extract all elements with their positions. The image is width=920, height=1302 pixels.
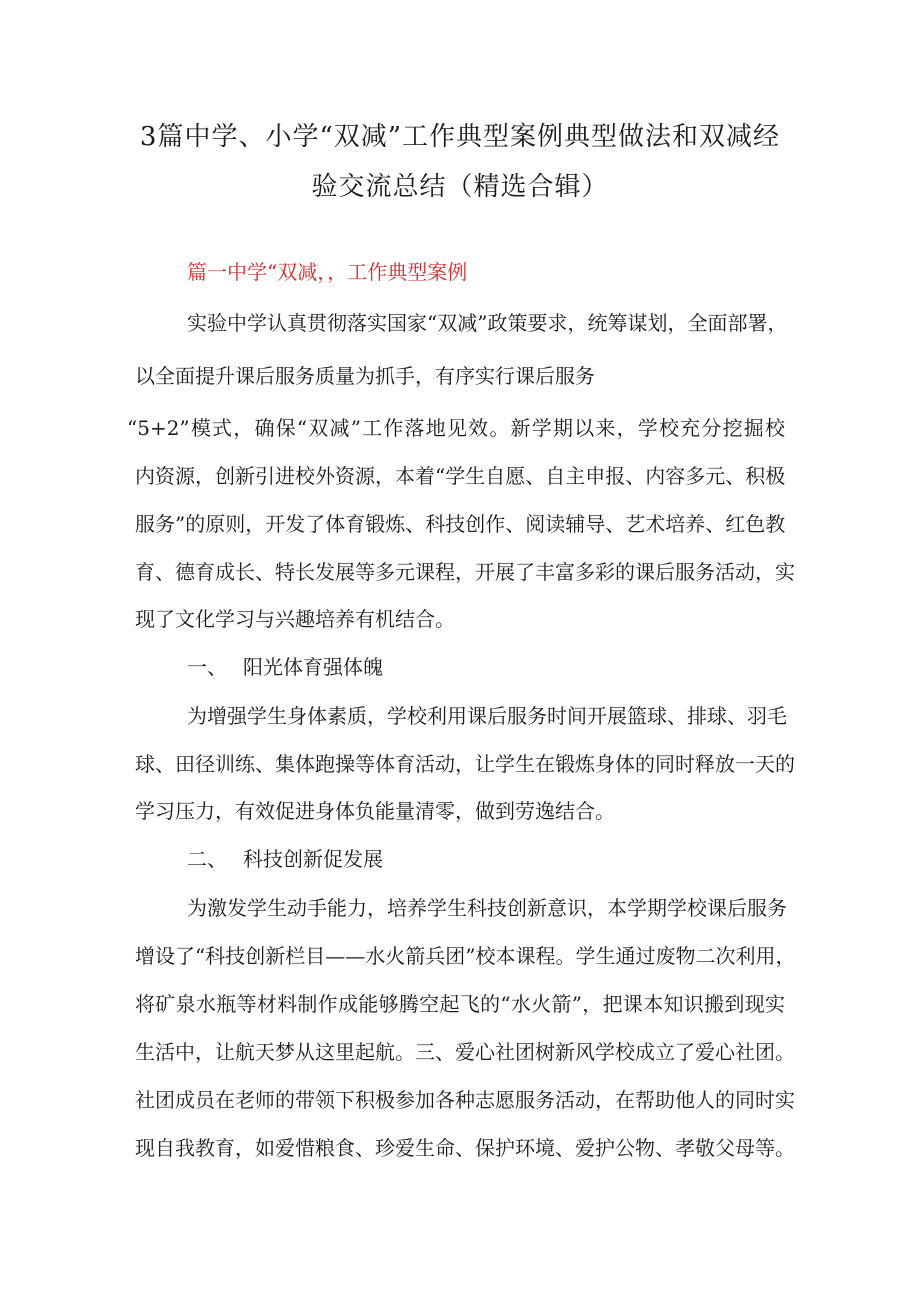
subsection-title: 阳光体育强体魄 (243, 655, 383, 679)
paragraph-line: 球、田径训练、集体跑操等体育活动，让学生在锻炼身体的同时释放一天的 (135, 752, 795, 776)
paragraph-line: 服务”的原则，开发了体育锻炼、科技创作、阅读辅导、艺术培养、红色教 (135, 512, 786, 536)
paragraph-line: 以全面提升课后服务质量为抓手，有序实行课后服务 (135, 364, 595, 388)
document-title-line-1: 3篇中学、小学“双减”工作典型案例典型做法和双减经 (139, 122, 781, 152)
subsection-heading-1 (187, 657, 383, 677)
paragraph-line: 生活中，让航天梦从这里起航。三、爱心社团树新风学校成立了爱心社团。 (135, 1040, 795, 1064)
paragraph-line: 学习压力，有效促进身体负能量清零，做到劳逸结合。 (135, 799, 615, 823)
paragraph-line: 将矿泉水瓶等材料制作成能够腾空起飞的“水火箭”，把课本知识搬到现实 (135, 992, 785, 1016)
paragraph-line: 内资源，创新引进校外资源，本着“学生自愿、自主申报、内容多元、积极 (135, 464, 786, 488)
paragraph-line: 现自我教育，如爱惜粮食、珍爱生命、保护环境、爱护公物、孝敬父母等。 (135, 1136, 795, 1160)
paragraph-line: 现了文化学习与兴趣培养有机结合。 (135, 607, 455, 631)
paragraph-line: 实验中学认真贯彻落实国家“双减”政策要求，统筹谋划，全面部署， (187, 311, 788, 335)
subsection-title: 科技创新促发展 (243, 847, 383, 871)
subsection-number: 二、 (187, 847, 227, 871)
subsection-number: 一、 (187, 655, 227, 679)
paragraph-line: 育、德育成长、特长发展等多元课程，开展了丰富多彩的课后服务活动，实 (135, 560, 795, 584)
paragraph-line: “5+2”模式，确保“双减”工作落地见效。新学期以来，学校充分挖掘校 (127, 416, 785, 440)
document-title-line-2: 验交流总结（精选合辑） (311, 172, 609, 202)
section-heading: 篇一中学“双减，，工作典型案例 (187, 260, 468, 284)
paragraph-line: 为增强学生身体素质，学校利用课后服务时间开展篮球、排球、羽毛 (187, 704, 787, 728)
paragraph-line: 增设了“科技创新栏目——水火箭兵团”校本课程。学生通过废物二次利用， (135, 944, 796, 968)
paragraph-line: 社团成员在老师的带领下积极参加各种志愿服务活动，在帮助他人的同时实 (135, 1088, 795, 1112)
subsection-heading-2 (187, 849, 383, 869)
paragraph-line: 为激发学生动手能力，培养学生科技创新意识，本学期学校课后服务 (187, 896, 787, 920)
